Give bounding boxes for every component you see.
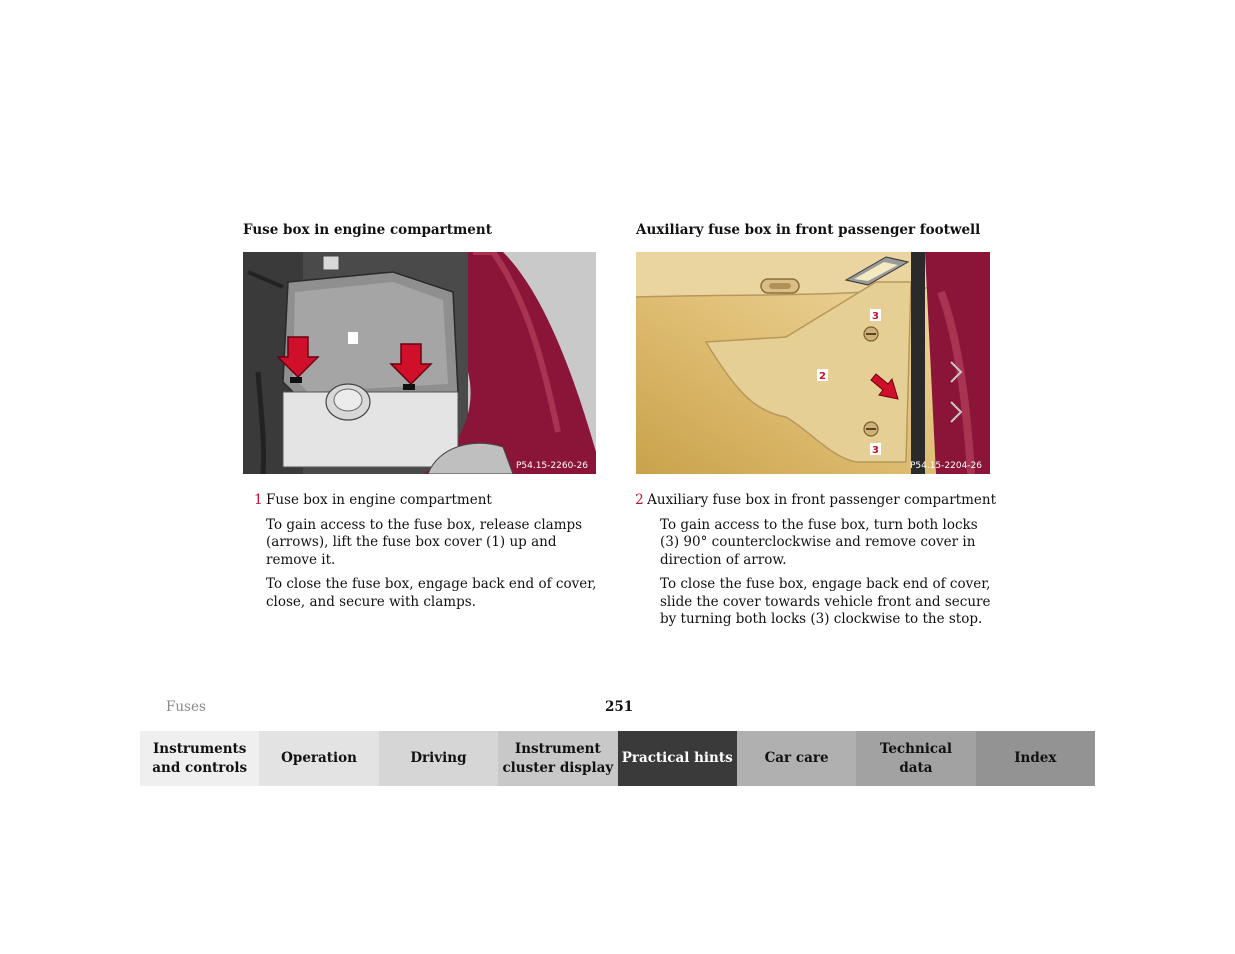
footwell-fuse-box-figure xyxy=(636,252,990,474)
tab-driving[interactable]: Driving xyxy=(379,731,498,786)
callout-lock-top: 3 xyxy=(872,311,879,322)
tab-operation[interactable]: Operation xyxy=(259,731,378,786)
left-figure-code: P54.15-2260-26 xyxy=(515,461,588,471)
tab-technical-data[interactable]: Technical data xyxy=(856,731,975,786)
right-item-text: Auxiliary fuse box in front passenger compartment xyxy=(647,492,996,508)
left-paragraph-2: To close the fuse box, engage back end of cover, close, and secure with clamps. xyxy=(266,576,597,610)
engine-fuse-box-figure xyxy=(243,252,596,474)
right-paragraph-1: To gain access to the fuse box, turn both locks (3) 90° counterclockwise and remove cover in direction of arrow. xyxy=(660,516,978,568)
tab-practical-hints[interactable]: Practical hints xyxy=(618,731,737,786)
right-figure-code: P54.15-2204-26 xyxy=(909,461,982,471)
chapter-nav-bar xyxy=(140,731,1095,786)
left-item-text: Fuse box in engine compartment xyxy=(266,492,492,508)
left-column xyxy=(243,222,603,611)
right-item xyxy=(630,492,996,510)
right-item-number: 2 xyxy=(635,492,644,508)
tab-car-care[interactable]: Car care xyxy=(737,731,856,786)
left-paragraph-1: To gain access to the fuse box, release clamps (arrows), lift the fuse box cover (1) up and remove it. xyxy=(266,516,583,568)
callout-lock-bottom: 3 xyxy=(872,445,879,456)
section-label: Fuses xyxy=(166,699,206,715)
left-item xyxy=(243,492,603,510)
tab-instruments-and-controls[interactable]: Instruments and controls xyxy=(140,731,259,786)
left-heading: Fuse box in engine compartment xyxy=(243,222,492,238)
engine-compartment-illustration xyxy=(243,252,596,474)
right-heading: Auxiliary fuse box in front passenger footwell xyxy=(636,222,981,238)
callout-cover: 2 xyxy=(819,371,826,382)
footwell-illustration xyxy=(636,252,990,474)
right-paragraph-2: To close the fuse box, engage back end of cover, slide the cover towards vehicle front and secure by turning both locks (3) clockwise to the stop. xyxy=(660,576,991,627)
left-item-number: 1 xyxy=(254,492,263,508)
page-number: 251 xyxy=(605,699,634,715)
tab-instrument-cluster-display[interactable]: Instrument cluster display xyxy=(498,731,617,786)
tab-index[interactable]: Index xyxy=(976,731,1095,786)
right-column xyxy=(636,222,996,629)
